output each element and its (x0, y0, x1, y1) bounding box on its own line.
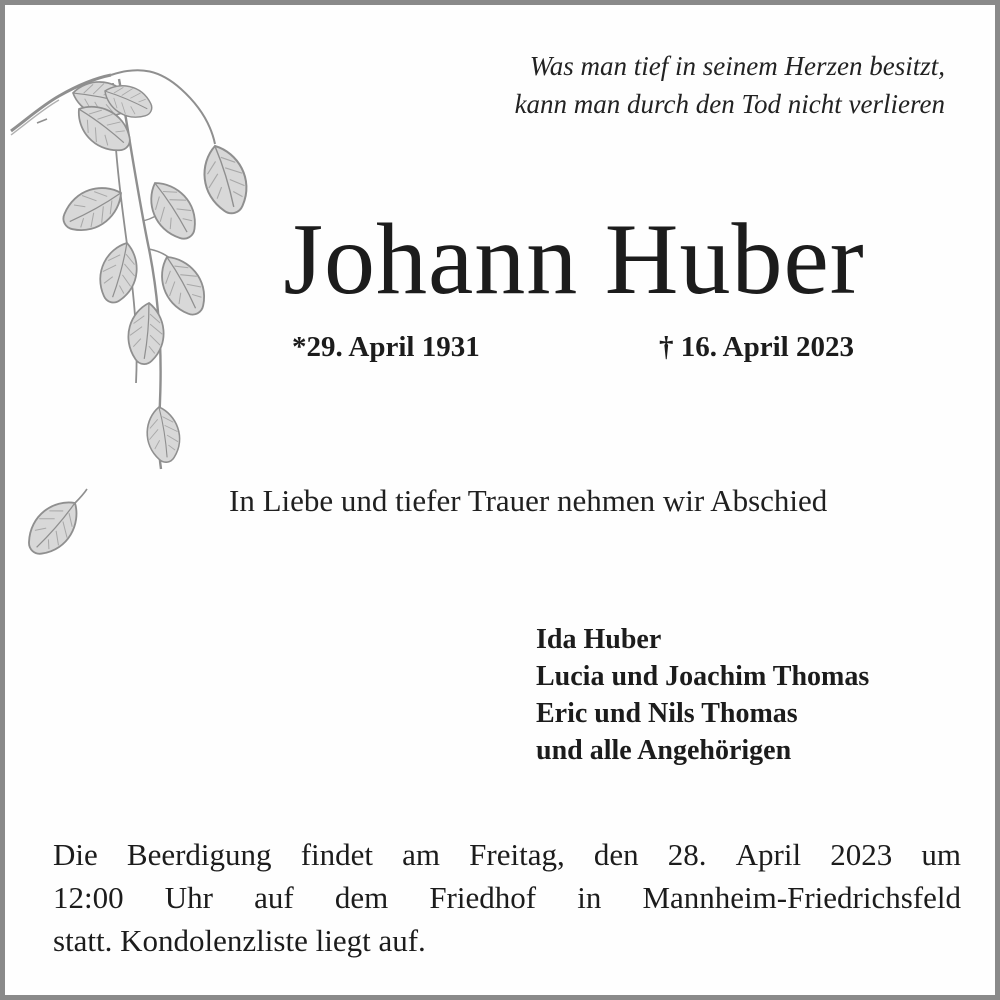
mourners-list (536, 621, 869, 769)
funeral-information (53, 833, 961, 962)
funeral-info-line-2: 12:00 Uhr auf dem Friedhof in Mannheim-Friedrichsfeld (53, 880, 961, 915)
quote-line-1: Was man tief in seinem Herzen besitzt, (529, 51, 945, 81)
funeral-info-line-3: statt. Kondolenzliste liegt auf. (53, 923, 426, 958)
mourner-name: Ida Huber (536, 624, 662, 655)
leaf-branch-sketch-illustration (9, 51, 261, 585)
birth-date: *29. April 1931 (292, 331, 480, 363)
mourner-name: Eric und Nils Thomas (536, 698, 798, 729)
mourner-name: und alle Angehörigen (536, 735, 792, 766)
death-date: † 16. April 2023 (659, 331, 854, 363)
memorial-quote (515, 47, 945, 123)
deceased-block (250, 205, 898, 364)
mourner-name: Lucia und Joachim Thomas (536, 661, 870, 692)
deceased-name: Johann Huber (283, 203, 865, 316)
life-dates (250, 331, 898, 364)
funeral-info-line-1: Die Beerdigung findet am Freitag, den 28. April 2023 um (53, 837, 961, 872)
farewell-line: In Liebe und tiefer Trauer nehmen wir Abschied (229, 483, 828, 518)
quote-line-2: kann man durch den Tod nicht verlieren (514, 89, 945, 119)
